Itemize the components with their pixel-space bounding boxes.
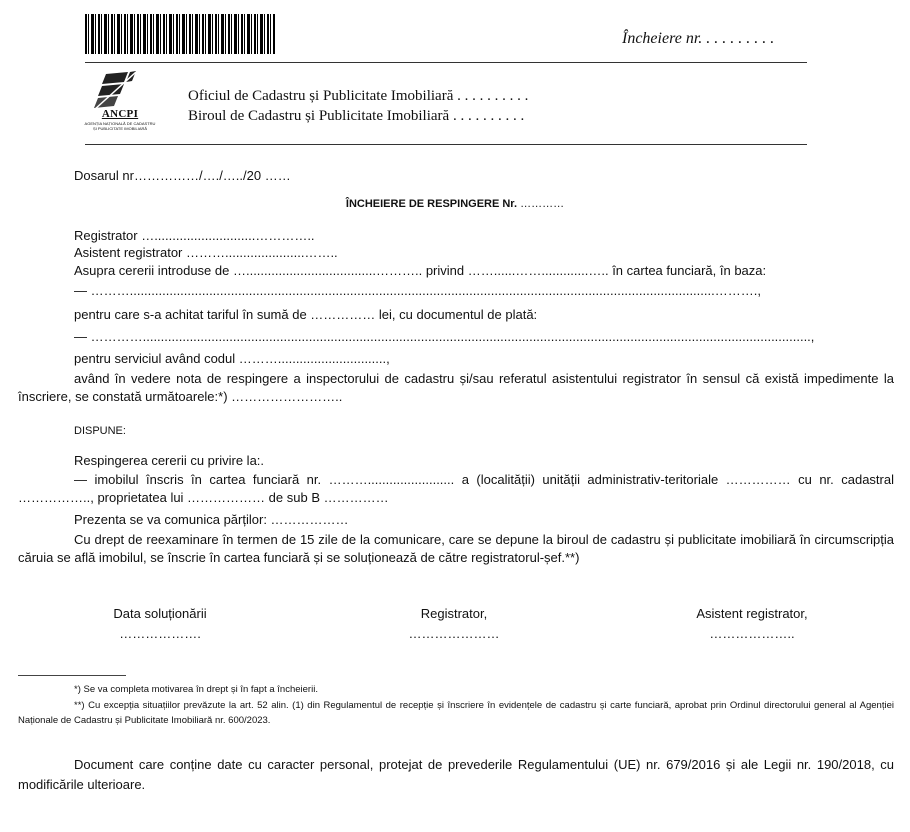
tarif-line: pentru care s-a achitat tariful în sumă de …………… lei, cu documentul de plată: bbox=[74, 307, 538, 322]
signature-registrator bbox=[354, 604, 554, 644]
ancpi-logo-icon bbox=[88, 70, 152, 142]
signature-dots: ……………….. bbox=[709, 626, 795, 641]
cerere-line: Asupra cererii introduse de …....................................……….. privind ……......…….............….. în cartea funciară, în baza: bbox=[74, 263, 767, 278]
footnote-1: *) Se va completa motivarea în drept și în fapt a încheierii. bbox=[74, 684, 318, 695]
logo-wordmark: ANCPI bbox=[101, 108, 139, 120]
document-title-dots: ………… bbox=[520, 198, 565, 210]
logo-subtext: AGENȚIA NAȚIONALĂ DE CADASTRU ȘI PUBLICITATE IMOBILIARĂ bbox=[84, 121, 156, 131]
signature-data-solutionarii bbox=[60, 604, 260, 644]
nota-paragraph: având în vedere nota de respingere a inspectorului de cadastru și/sau referatul asistentului registrator în sensul că există impedimente la înscriere, se constată următoarele:*) …………………….. bbox=[18, 371, 894, 404]
serviciu-line: pentru serviciul având codul ……….............................., bbox=[74, 351, 390, 366]
dispune-heading: DISPUNE: bbox=[74, 425, 126, 437]
dosar-number: Dosarul nr……………/…./…../20 …… bbox=[74, 168, 291, 183]
asistent-line: Asistent registrator ………......................…….. bbox=[74, 245, 338, 260]
privacy-notice: Document care conține date cu caracter personal, protejat de prevederile Regulamentului (UE) nr. 679/2016 și ale Legii nr. 190/2018, cu modificările ulterioare. bbox=[18, 757, 894, 792]
reexaminare-paragraph: Cu drept de reexaminare în termen de 15 zile de la comunicare, care se depune la biroul de cadastru și publicitate imobiliară în circumscripția căruia se află imobilul, se înscrie în cartea funciară și se soluționează de către registratorul-șef.**) bbox=[18, 532, 894, 565]
barcode bbox=[85, 14, 275, 54]
imobil-paragraph: — imobilul înscris în cartea funciară nr. ………........................ a (localității) unității administrativ-teritoriale …………… cu nr. cadastral …………….., proprietatea lui ……………… de sub B …………… bbox=[18, 472, 894, 505]
document-title-text: ÎNCHEIERE DE RESPINGERE Nr. bbox=[345, 198, 518, 210]
signature-asistent-registrator bbox=[642, 604, 862, 644]
registrator-line: Registrator …............................………….. bbox=[74, 228, 315, 243]
office-line-biroul: Biroul de Cadastru și Publicitate Imobiliară . . . . . . . . . . bbox=[188, 108, 525, 124]
signature-label: Data soluționării bbox=[113, 606, 207, 621]
dash-line-2: — …………........................................................................................................................................................................................., bbox=[74, 329, 815, 344]
signature-label: Registrator, bbox=[420, 606, 488, 621]
signature-dots: ………………. bbox=[119, 626, 201, 641]
header-bottom-rule bbox=[85, 144, 807, 145]
footnote-2: **) Cu excepția situațiilor prevăzute la art. 52 alin. (1) din Regulamentul de recepție și înscriere în evidențele de cadastru și carte funciară, aprobat prin Ordinul directorului general al Agenției Naționale de Cadastru și Publicitate Imobiliară nr. 600/2023. bbox=[18, 700, 894, 726]
dash-line-1: — ………..................................................................................................................................................................………., bbox=[74, 283, 761, 298]
signature-dots: ………………… bbox=[408, 626, 500, 641]
signature-label: Asistent registrator, bbox=[696, 606, 808, 621]
respingerea-line: Respingerea cererii cu privire la:. bbox=[74, 453, 265, 468]
incheiere-number: Încheiere nr. . . . . . . . . . bbox=[622, 30, 775, 47]
comunica-line: Prezenta se va comunica părților: ……………… bbox=[74, 512, 349, 527]
document-title bbox=[0, 198, 910, 210]
footnote-separator bbox=[18, 675, 126, 676]
office-line-oficiul: Oficiul de Cadastru și Publicitate Imobiliară . . . . . . . . . . bbox=[188, 88, 529, 104]
header-top-rule bbox=[85, 62, 807, 63]
